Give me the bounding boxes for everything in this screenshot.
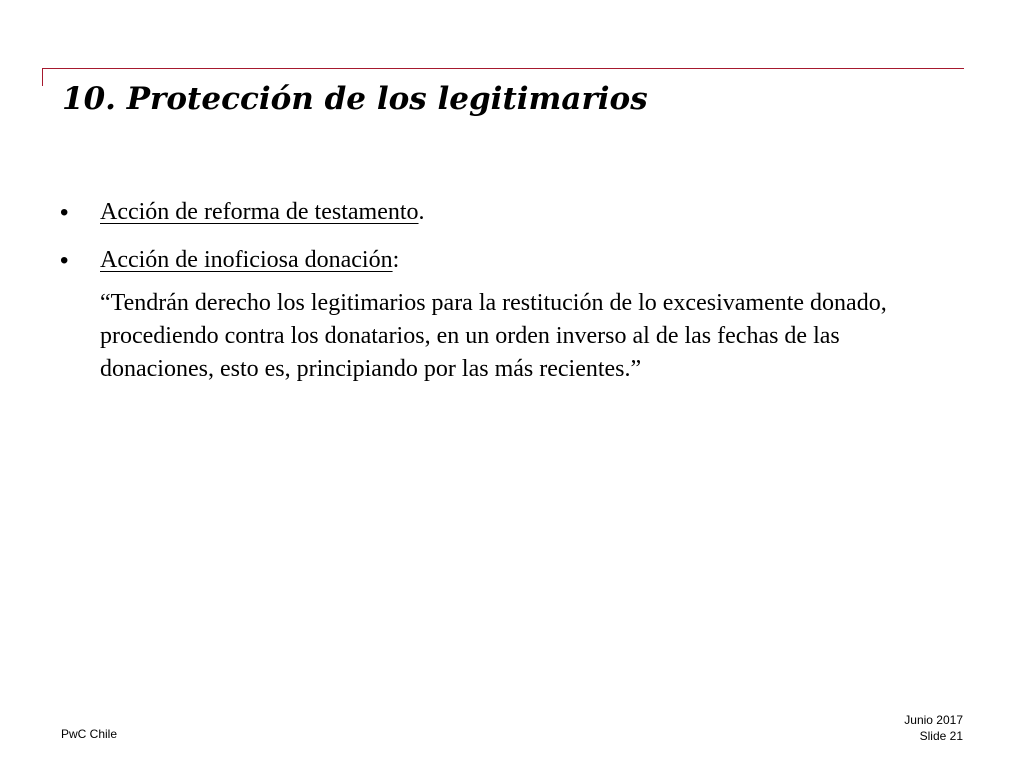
footer-meta [904,712,963,744]
bullet-item-reforma-testamento [60,196,960,229]
slide-title: 10. Protección de los legitimarios [62,81,648,117]
bullet-item-inoficiosa-donacion [60,244,960,277]
bullet-suffix: : [392,247,400,273]
title-rule-tick [42,68,43,86]
bullet-marker: • [60,247,69,274]
slide-body [60,196,960,386]
footer-slide-number: Slide 21 [919,729,963,743]
footer-date: Junio 2017 [904,713,963,727]
reforma-testamento-link[interactable]: Acción de reforma de testamento [100,199,419,225]
bullet-suffix: . [418,199,425,225]
title-rule [42,68,964,69]
bullet-marker: • [60,199,69,226]
legal-quote: “Tendrán derecho los legitimarios para la restitución de lo excesivamente donado, procediendo contra los donatarios, en un orden inverso al de las fechas de las donaciones, esto es, principiando por las más recientes.” [100,290,887,382]
footer-company: PwC Chile [61,727,118,741]
inoficiosa-donacion-link[interactable]: Acción de inoficiosa donación [100,247,393,273]
